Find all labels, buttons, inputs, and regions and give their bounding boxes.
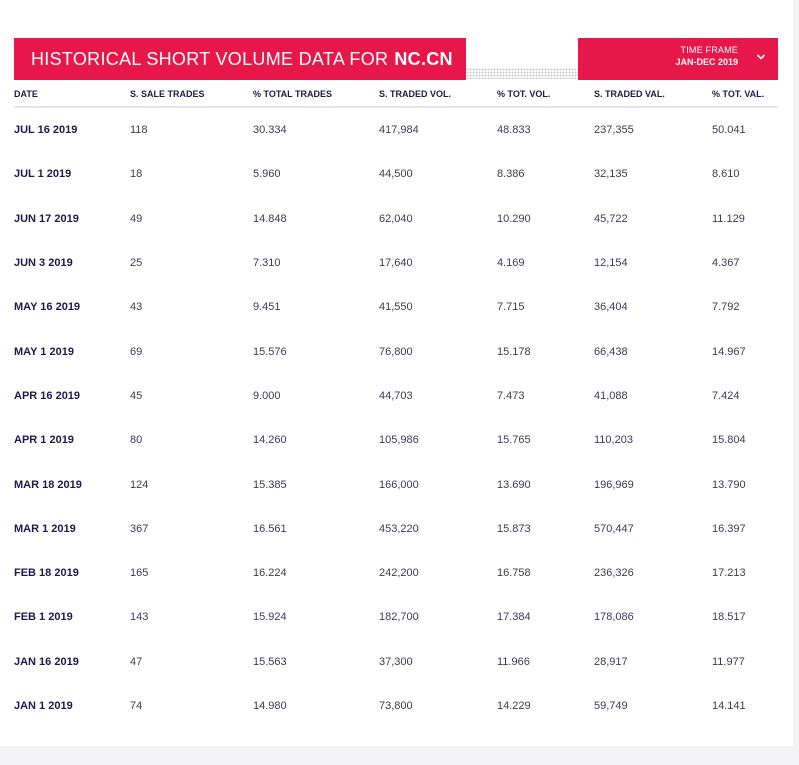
title-prefix: HISTORICAL SHORT VOLUME DATA FOR [31,48,389,69]
table-row [14,507,778,551]
table-cell: 36,404 [594,301,628,314]
table-body [14,107,778,728]
table-cell: 110,203 [594,434,633,447]
table-cell: 236,326 [594,567,634,580]
table-cell: 32,135 [594,168,628,181]
table-cell: 14.967 [712,345,746,358]
date-cell: FEB 18 2019 [14,567,79,580]
table-cell: 9.451 [253,301,281,314]
table-cell: 166,000 [379,478,419,491]
table-cell: 196,969 [594,478,634,491]
table-cell: 37,300 [379,655,413,668]
table-cell: 12,154 [594,257,628,270]
table-cell: 570,447 [594,522,634,535]
table-cell: 15.924 [253,611,287,624]
table-row [14,551,778,595]
date-cell: JUL 16 2019 [14,124,78,137]
table-cell: 17.384 [497,611,531,624]
table-cell: 17,640 [379,257,413,270]
table-cell: 62,040 [379,212,413,225]
table-cell: 44,703 [379,389,413,402]
column-header: % TOTAL TRADES [253,82,379,107]
table-cell: 13.690 [497,478,531,491]
table-cell: 16.758 [497,567,531,580]
table-cell: 45,722 [594,212,628,225]
date-cell: MAR 18 2019 [14,478,82,491]
column-header: S. TRADED VAL. [594,82,712,107]
table-cell: 14.848 [253,212,287,225]
table-cell: 7.424 [712,389,740,402]
table-cell: 178,086 [594,611,634,624]
table-row [14,374,778,418]
table-cell: 182,700 [379,611,419,624]
date-cell: JAN 16 2019 [14,655,79,668]
table-cell: 8.386 [497,168,525,181]
table-cell: 124 [130,478,149,491]
column-header: % TOT. VAL. [712,82,778,107]
table-cell: 14.260 [253,434,287,447]
table-cell: 7.473 [497,389,525,402]
table-cell: 80 [130,434,143,447]
table-cell: 15.178 [497,345,531,358]
table-cell: 59,749 [594,700,628,712]
table-cell: 47 [130,655,143,668]
table-cell: 30.334 [253,124,287,137]
timeframe-dropdown[interactable] [578,38,778,80]
table-cell: 16.397 [712,522,746,535]
table-cell: 15.873 [497,522,531,535]
date-cell: JUN 3 2019 [14,257,73,270]
table-cell: 118 [130,124,148,137]
table-cell: 50.041 [712,124,746,137]
date-cell: JUN 17 2019 [14,212,79,225]
table-cell: 9.000 [253,389,281,402]
chevron-down-icon [756,52,766,62]
date-cell: MAR 1 2019 [14,522,76,535]
table-cell: 45 [130,389,143,402]
table-cell: 11.129 [712,212,745,225]
table-cell: 15.765 [497,434,531,447]
timeframe-value: JAN-DEC 2019 [675,57,738,67]
dotted-divider [466,68,578,79]
table-cell: 13.790 [712,478,746,491]
column-header: DATE [14,82,130,107]
timeframe-label: TIME FRAME [680,45,738,55]
table-row [14,329,778,373]
table-cell: 15.804 [712,434,746,447]
table-cell: 7.310 [253,257,281,270]
table-cell: 18.517 [712,611,746,624]
table-cell: 4.367 [712,257,740,270]
table-cell: 18 [130,168,143,181]
table-cell: 69 [130,345,143,358]
table-cell: 16.224 [253,567,287,580]
table-cell: 48.833 [497,124,531,137]
table-cell: 10.290 [497,212,531,225]
table-cell: 76,800 [379,345,413,358]
table-cell: 15.576 [253,345,287,358]
table-cell: 165 [130,567,149,580]
table-cell: 8.610 [712,168,740,181]
date-cell: MAY 16 2019 [14,301,81,314]
table-cell: 14.980 [253,700,287,712]
table-row [14,418,778,462]
table-cell: 14.141 [712,700,746,712]
date-cell: MAY 1 2019 [14,345,74,358]
page-title [14,38,466,80]
short-volume-table [14,82,778,728]
table-cell: 25 [130,257,143,270]
table-cell: 16.561 [253,522,287,535]
date-cell: APR 16 2019 [14,389,81,402]
table-row [14,107,778,152]
table-cell: 242,200 [379,567,419,580]
table-cell: 11.977 [712,655,745,668]
table-row [14,197,778,241]
table-row [14,684,778,728]
table-cell: 74 [130,700,143,712]
table-cell: 66,438 [594,345,628,358]
table-row [14,640,778,684]
table-cell: 73,800 [379,700,413,712]
table-row [14,152,778,196]
table-cell: 105,986 [379,434,419,447]
date-cell: JAN 1 2019 [14,700,73,712]
table-header-row [14,82,778,107]
table-cell: 41,088 [594,389,628,402]
column-header: S. SALE TRADES [130,82,253,107]
table-cell: 5.960 [253,168,281,181]
table-row [14,241,778,285]
table-cell: 7.792 [712,301,740,314]
table-row [14,462,778,506]
table-row [14,595,778,639]
date-cell: APR 1 2019 [14,434,74,447]
table-cell: 14.229 [497,700,531,712]
table-cell: 4.169 [497,257,525,270]
table-cell: 43 [130,301,143,314]
ticker-symbol: NC.CN [394,48,453,69]
table-cell: 367 [130,522,149,535]
table-row [14,285,778,329]
table-cell: 7.715 [497,301,525,314]
date-cell: JUL 1 2019 [14,168,72,181]
table-cell: 237,355 [594,124,634,137]
table-cell: 143 [130,611,149,624]
table-cell: 44,500 [379,168,413,181]
column-header: S. TRADED VOL. [379,82,497,107]
column-header: % TOT. VOL. [497,82,594,107]
date-cell: FEB 1 2019 [14,611,73,624]
table-cell: 41,550 [379,301,413,314]
table-cell: 453,220 [379,522,419,535]
table-cell: 417,984 [379,124,419,137]
table-cell: 28,917 [594,655,628,668]
table-cell: 49 [130,212,143,225]
table-cell: 11.966 [497,655,530,668]
table-cell: 15.385 [253,478,287,491]
table-cell: 15.563 [253,655,287,668]
table-cell: 17.213 [712,567,746,580]
